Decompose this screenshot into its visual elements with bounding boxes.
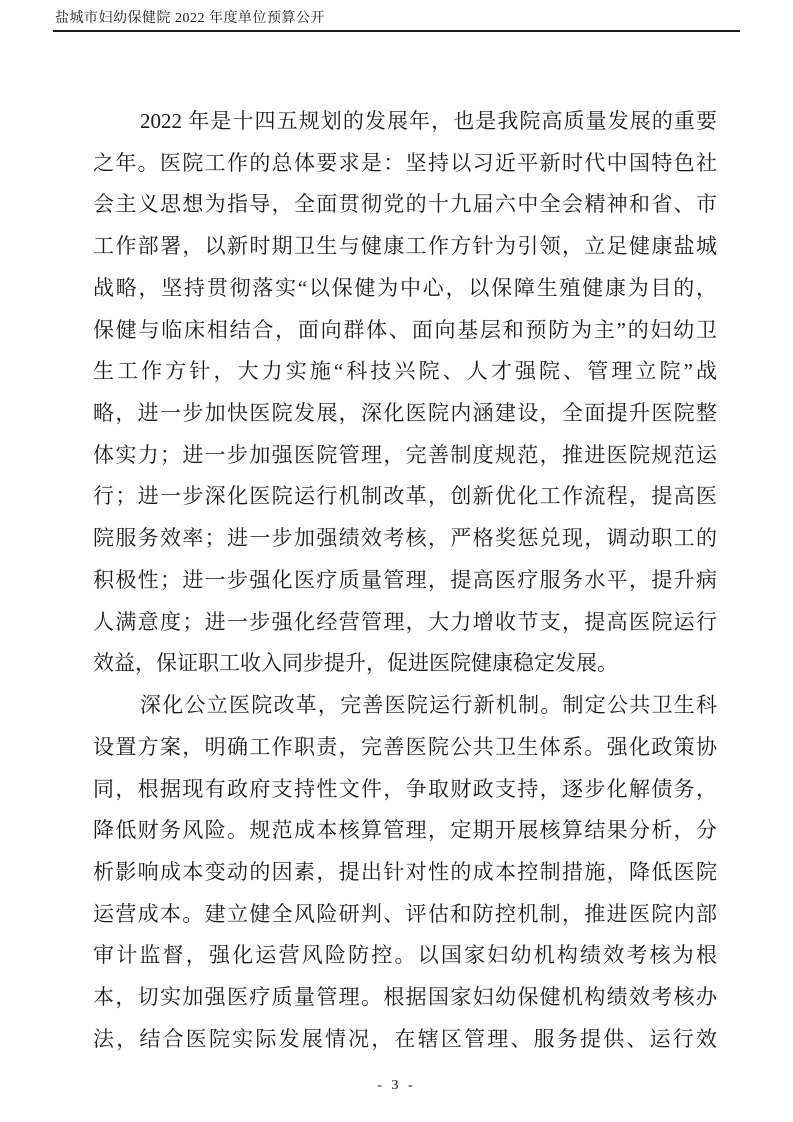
- text-line: 2022 年是十四五规划的发展年，也是我院高质量发展的重要: [140, 109, 717, 133]
- text-line: 同，根据现有政府支持性文件，争取财政支持，逐步化解债务，: [93, 776, 717, 801]
- text-line: 之年。医院工作的总体要求是：坚持以习近平新时代中国特色社: [93, 150, 717, 175]
- text-line: 效益，保证职工收入同步提升，促进医院健康稳定发展。: [93, 651, 618, 676]
- text-line: 体实力；进一步加强医院管理，完善制度规范，推进医院规范运: [93, 442, 717, 467]
- text-line: 降低财务风险。规范成本核算管理，定期开展核算结果分析，分: [93, 818, 717, 843]
- text-line: 工作部署，以新时期卫生与健康工作方针为引领，立足健康盐城: [93, 234, 717, 259]
- text-line: 会主义思想为指导，全面贯彻党的十九届六中全会精神和省、市: [93, 192, 717, 217]
- text-line: 战略，坚持贯彻落实“以保健为中心，以保障生殖健康为目的，: [93, 275, 717, 300]
- text-line: 保健与临床相结合，面向群体、面向基层和预防为主”的妇幼卫: [93, 317, 717, 342]
- text-line: 审计监督，强化运营风险防控。以国家妇幼机构绩效考核为根: [93, 943, 717, 968]
- text-line: 设置方案，明确工作职责，完善医院公共卫生体系。强化政策协: [93, 734, 717, 759]
- text-line: 行；进一步深化医院运行机制改革，创新优化工作流程，提高医: [93, 484, 717, 509]
- text-line: 运营成本。建立健全风险研判、评估和防控机制，推进医院内部: [93, 901, 717, 926]
- text-line: 析影响成本变动的因素，提出针对性的成本控制措施，降低医院: [93, 859, 717, 884]
- page-number: - 3 -: [377, 1078, 416, 1093]
- text-line: 略，进一步加快医院发展，深化医院内涵建设，全面提升医院整: [93, 401, 717, 426]
- text-line: 生工作方针，大力实施“科技兴院、人才强院、管理立院”战: [93, 359, 717, 384]
- text-line: 深化公立医院改革，完善医院运行新机制。制定公共卫生科: [140, 693, 717, 718]
- text-line: 院服务效率；进一步加强绩效考核，严格奖惩兑现，调动职工的: [93, 526, 717, 551]
- page-header-title: 盐城市妇幼保健院 2022 年度单位预算公开: [55, 11, 325, 26]
- text-line: 法，结合医院实际发展情况，在辖区管理、服务提供、运行效: [93, 1026, 717, 1051]
- text-line: 人满意度；进一步强化经营管理，大力增收节支，提高医院运行: [93, 609, 717, 634]
- text-line: 本，切实加强医疗质量管理。根据国家妇幼保健机构绩效考核办: [93, 985, 717, 1010]
- document-body: [93, 101, 717, 1061]
- text-line: 积极性；进一步强化医疗质量管理，提高医疗服务水平，提升病: [93, 567, 717, 592]
- header-divider: [53, 30, 740, 32]
